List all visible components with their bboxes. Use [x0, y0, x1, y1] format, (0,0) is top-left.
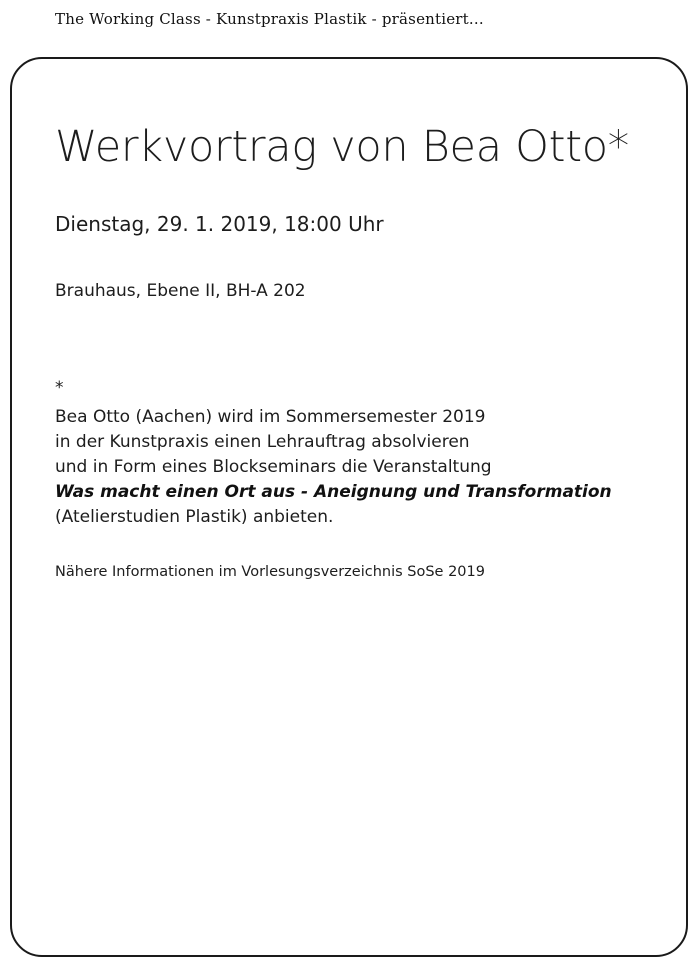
- footnote-description: [55, 405, 612, 530]
- footnote-marker: *: [55, 378, 64, 398]
- description-line: in der Kunstpraxis einen Lehrauftrag absolvieren: [55, 432, 470, 452]
- description-line: und in Form eines Blockseminars die Veranstaltung: [55, 457, 492, 477]
- description-line: Bea Otto (Aachen) wird im Sommersemester 2019: [55, 407, 486, 427]
- event-location: Brauhaus, Ebene II, BH-A 202: [55, 281, 306, 301]
- event-date: Dienstag, 29. 1. 2019, 18:00 Uhr: [55, 212, 384, 236]
- event-title: Werkvortrag von Bea Otto*: [55, 122, 630, 172]
- header-line: The Working Class - Kunstpraxis Plastik - präsentiert...: [55, 10, 484, 28]
- description-line: (Atelierstudien Plastik) anbieten.: [55, 507, 334, 527]
- more-info-note: Nähere Informationen im Vorlesungsverzeichnis SoSe 2019: [55, 564, 485, 580]
- seminar-title: Was macht einen Ort aus - Aneignung und Transformation: [55, 482, 612, 502]
